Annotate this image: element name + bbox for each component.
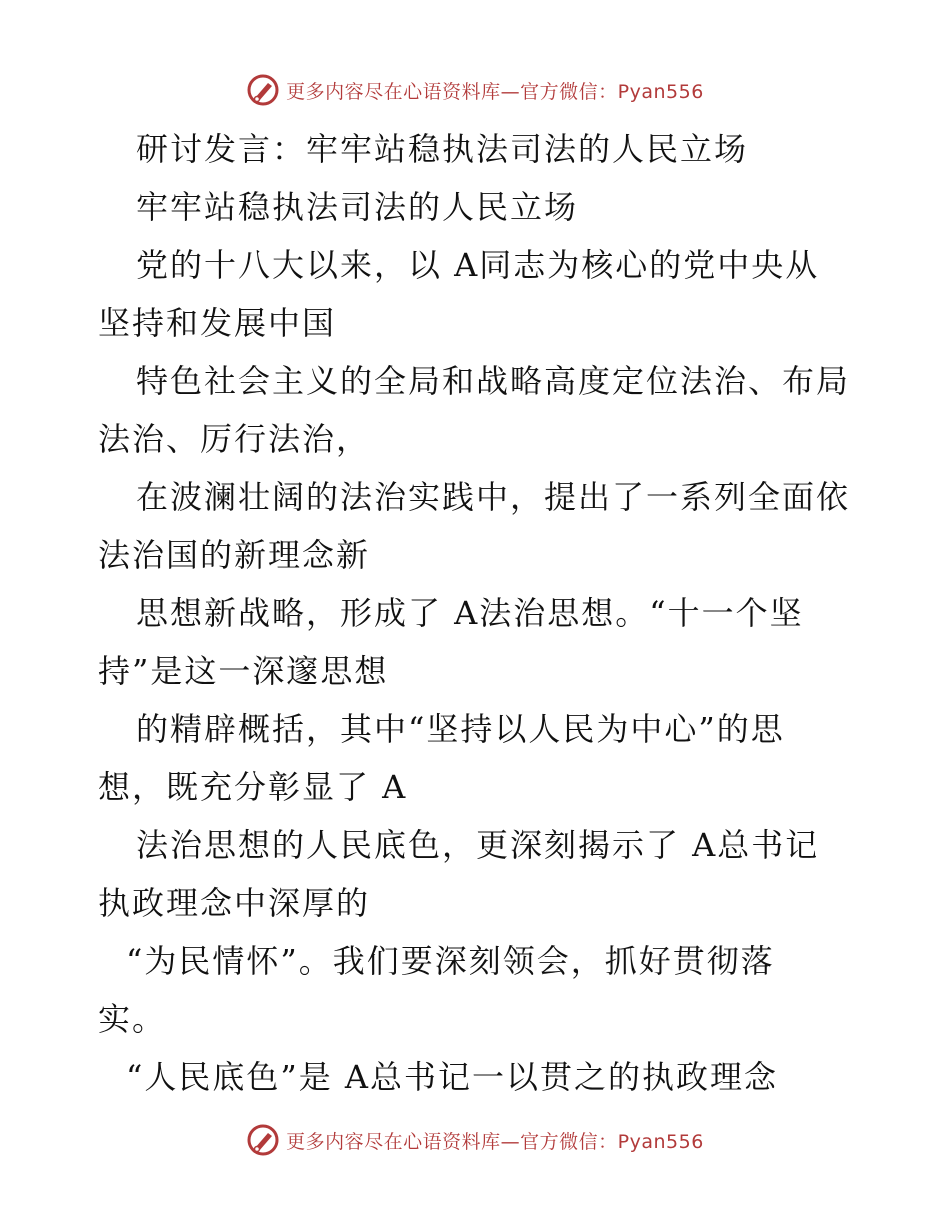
header-banner [0, 70, 950, 110]
doc-line: 实。 [98, 1000, 167, 1038]
pen-logo-icon [246, 1123, 280, 1157]
pen-logo-icon [246, 73, 280, 107]
doc-line: “人民底色”是 A总书记一以贯之的执政理念 [126, 1058, 779, 1096]
doc-line: 执政理念中深厚的 [98, 884, 371, 922]
doc-line: 想，既充分彰显了 A [98, 768, 408, 806]
doc-line: 持”是这一深邃思想 [98, 652, 389, 690]
doc-line: 法治、厉行法治， [98, 420, 371, 458]
doc-line: 坚持和发展中国 [98, 304, 337, 342]
doc-line: “为民情怀”。我们要深刻领会，抓好贯彻落 [126, 942, 775, 980]
header-banner-text: 更多内容尽在心语资料库—官方微信：Pyan556 [286, 80, 704, 103]
doc-subtitle: 牢牢站稳执法司法的人民立场 [136, 188, 579, 226]
doc-title: 研讨发言：牢牢站稳执法司法的人民立场 [136, 130, 749, 168]
doc-line: 的精辟概括，其中“坚持以人民为中心”的思 [136, 710, 785, 748]
doc-line: 特色社会主义的全局和战略高度定位法治、布局 [136, 362, 851, 400]
doc-line: 在波澜壮阔的法治实践中，提出了一系列全面依 [136, 478, 851, 516]
document-body [98, 120, 858, 1106]
doc-line: 思想新战略，形成了 A法治思想。“十一个坚 [136, 594, 804, 632]
footer-banner-text: 更多内容尽在心语资料库—官方微信：Pyan556 [286, 1130, 704, 1153]
doc-line: 法治国的新理念新 [98, 536, 371, 574]
doc-line: 党的十八大以来，以 A同志为核心的党中央从 [136, 246, 820, 284]
doc-line: 法治思想的人民底色，更深刻揭示了 A总书记 [136, 826, 820, 864]
footer-banner [0, 1120, 950, 1160]
